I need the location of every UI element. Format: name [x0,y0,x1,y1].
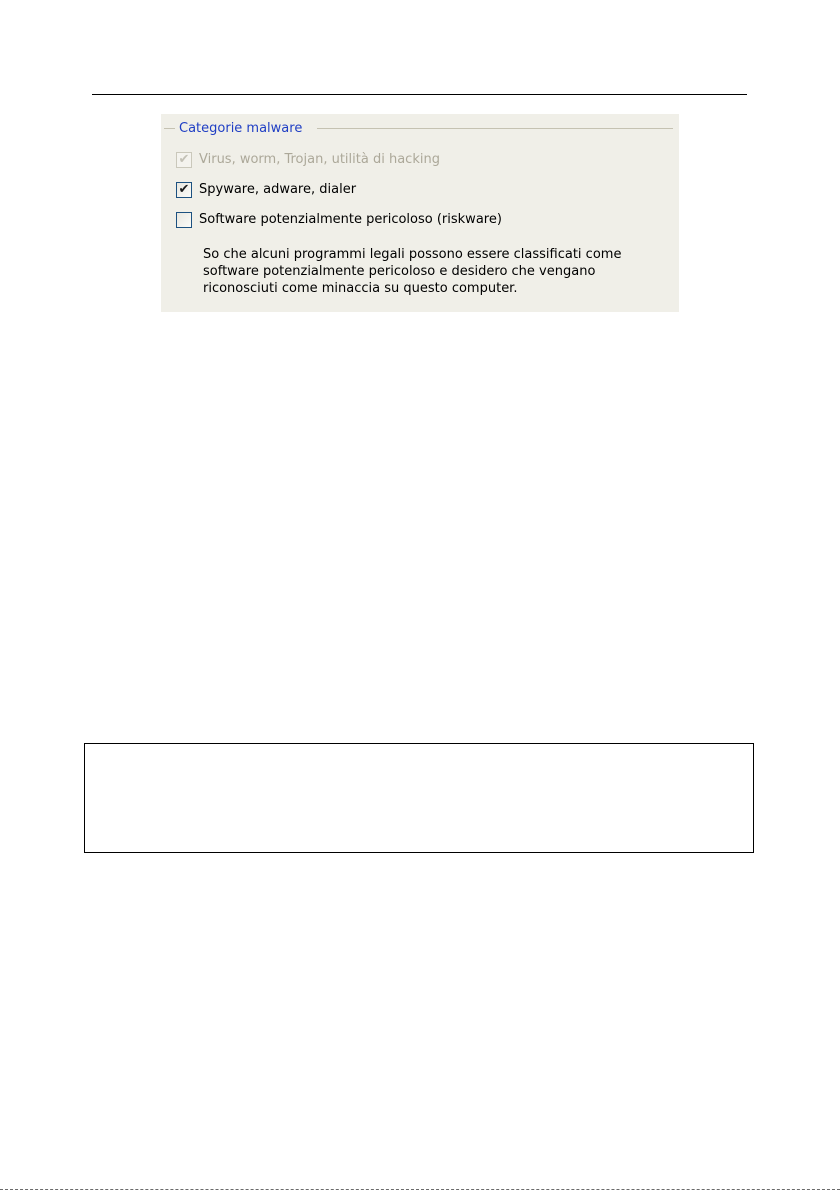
malware-categories-groupbox [161,120,673,138]
riskware-description-line: software potenzialmente pericoloso e desidero che vengano [203,264,596,279]
groupbox-border-left [164,128,175,129]
virus-worm-trojan-label: Virus, worm, Trojan, utilità di hacking [199,152,440,167]
groupbox-title: Categorie malware [179,121,303,136]
page-header-rule [92,94,747,95]
spyware-adware-dialer-label[interactable]: Spyware, adware, dialer [199,182,357,197]
groupbox-border-right [317,128,673,129]
checkmark-icon: ✔ [178,182,190,197]
riskware-description-line: riconosciuti come minaccia su questo computer. [203,281,518,296]
malware-categories-panel [161,114,679,312]
virus-worm-trojan-checkbox-box [176,152,192,168]
riskware-description-line: So che alcuni programmi legali possono essere classificati come [203,247,622,262]
riskware-label[interactable]: Software potenzialmente pericoloso (riskware) [199,212,502,227]
page-footer-rule [0,1189,840,1190]
checkmark-icon: ✔ [178,152,190,167]
checkbox-virus-worm-trojan [176,151,440,169]
riskware-description [203,246,673,297]
note-box [84,743,754,853]
spyware-adware-dialer-checkbox-box[interactable] [176,182,192,198]
checkbox-spyware-adware-dialer[interactable] [176,181,356,199]
riskware-checkbox-box[interactable] [176,212,192,228]
checkbox-riskware[interactable] [176,211,502,229]
